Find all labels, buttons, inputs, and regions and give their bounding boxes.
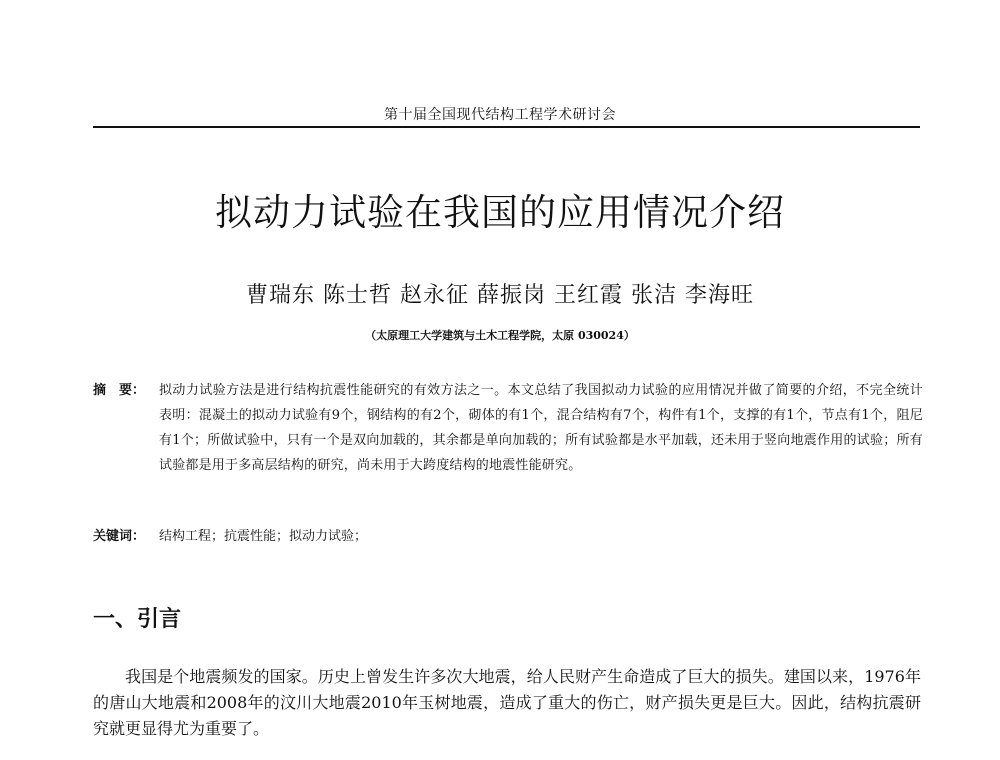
paper-title: 拟动力试验在我国的应用情况介绍 (215, 191, 785, 234)
header-rule (93, 126, 920, 128)
affiliation: （太原理工大学建筑与土木工程学院，太原 030024） (365, 329, 635, 342)
abstract-block (93, 378, 923, 478)
section-heading: 一、引言 (93, 607, 182, 632)
keywords-label: 关键词： (93, 529, 146, 544)
intro-paragraph: 我国是个地震频发的国家。历史上曾发生许多次大地震，给人民财产生命造成了巨大的损失。建国以来，1976年的唐山大地震和2008年的汶川大地震2010年玉树地震，造成了重大的伤亡，财产损失更是巨大。因此，结构抗震研究就更显得尤为重要了。 (93, 667, 921, 738)
keywords-text: 结构工程；抗震性能；拟动力试验； (159, 529, 368, 544)
keywords-block (93, 524, 923, 549)
author-list: 曹瑞东 陈士哲 赵永征 薛振岗 王红霞 张洁 李海旺 (246, 283, 754, 308)
abstract-label: 摘 要： (93, 383, 146, 398)
intro-section (93, 664, 921, 742)
abstract-text: 拟动力试验方法是进行结构抗震性能研究的有效方法之一。本文总结了我国拟动力试验的应用情况并做了简要的介绍，不完全统计表明：混凝土的拟动力试验有9个，钢结构的有2个，砌体的有1个，混合结构有7个，构件有1个，支撑的有1个，节点有1个，阻尼有1个；所做试验中，只有一个是双向加载的，其余都是单向加载的；所有试验都是水平加载，还未用于竖向地震作用的试验；所有试验都是用于多高层结构的研究，尚未用于大跨度结构的地震性能研究。 (159, 383, 923, 473)
running-head: 第十届全国现代结构工程学术研讨会 (384, 107, 616, 123)
